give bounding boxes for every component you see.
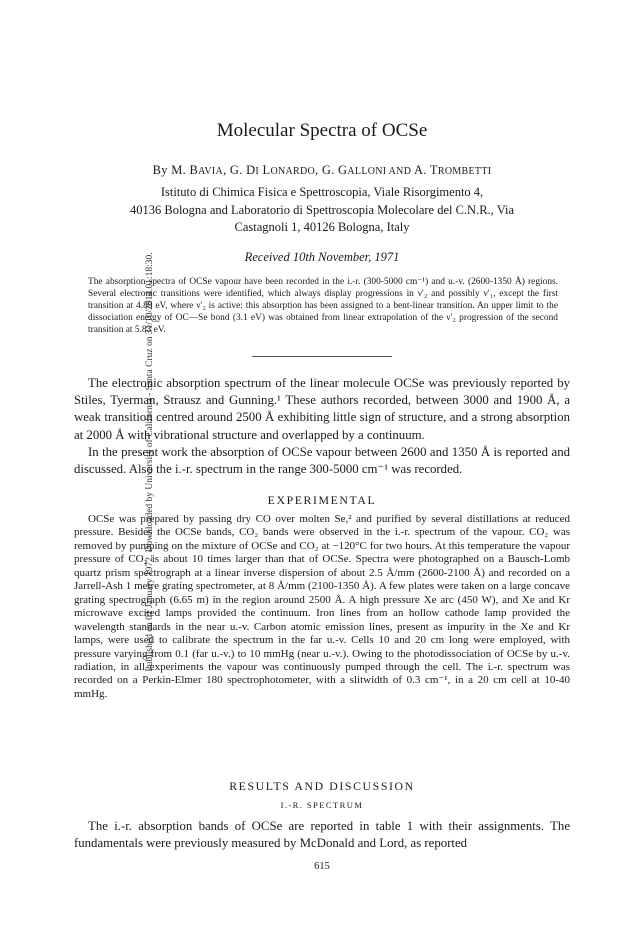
author-by: By: [152, 163, 168, 177]
author-2-rest: I: [255, 166, 260, 177]
author-3: [315, 163, 411, 177]
experimental-section: [74, 513, 570, 701]
author-2-rest2: ONARDO: [270, 166, 316, 177]
section-divider: [252, 356, 392, 357]
author-2-initial: , G. D: [223, 163, 256, 177]
affiliation-line: Istituto di Chimica Fisica e Spettroscopia, Viale Risorgimento 4,: [160, 185, 484, 199]
author-4-rest: ROMBETTI: [437, 166, 492, 177]
author-3-initial: , G. G: [315, 163, 348, 177]
affiliation-line: Castagnoli 1, 40126 Bologna, Italy: [234, 220, 410, 234]
intro-paragraph: In the present work the absorption of OCSe vapour between 2600 and 1350 Å is reported and discussed. Also the i.-r. spectrum in the range 300-5000 cm⁻¹ was recorded.: [74, 444, 570, 477]
author-3-rest: ALLONI AND: [347, 166, 412, 177]
affiliation-line: 40136 Bologna and Laboratorio di Spettroscopia Molecolare del C.N.R., Via: [129, 202, 514, 217]
abstract: The absorption spectra of OCSe vapour have been recorded in the i.-r. (300-5000 cm⁻¹) and u.-v. (2600-1350 Å) regions. Several electronic transitions were identified, which always display progressions in ν′₂ and possibly ν′₁, except the first transition at 4.89 eV, where ν′₂ is active: this absorption has been assigned to a bent-linear transition. An upper limit to the dissociation energy of OC—Se bond (3.1 eV) was obtained from linear extrapolation of the ν′₂ progression of the second transition at 5.83 eV.: [88, 277, 558, 335]
experimental-heading: EXPERIMENTAL: [267, 493, 377, 507]
author-4: [411, 163, 491, 177]
author-line: [74, 163, 570, 178]
results-paragraph: The i.-r. absorption bands of OCSe are reported in table 1 with their assignments. The fundamentals were previously measured by McDonald and Lord, as reported: [74, 819, 570, 851]
paper-title: Molecular Spectra of OCSe: [216, 120, 428, 141]
author-4-initial: A. T: [411, 163, 438, 177]
results-section: [74, 818, 570, 852]
download-note: Published on 01 January 1972. Downloaded by University of California - Santa Cruz on 31/10/2014 01:18:30.: [145, 252, 155, 672]
author-1: [171, 163, 223, 177]
introduction: [74, 375, 570, 478]
author-1-initial: M. B: [171, 163, 199, 177]
author-2: [223, 163, 315, 177]
experimental-paragraph: OCSe was prepared by passing dry CO over molten Se,² and purified by several distillations at reduced pressure. Besides the OCSe bands, CO₂ bands were observed in the i.-r. spectrum of the vapour. CO₂ was removed by pumping on the mixture of OCSe and CO₂ at −120°C for two hours. At this temperature the vapour pressure of CO₂ is about 10 times larger than that of OCSe. Spectra were photographed on a Bausch-Lomb quartz prism spectrograph at a linear inverse dispersion of about 2.5 Å/mm (2600-2100 Å) and recorded on a Jarrell-Ash 1 metre grating spectrometer, at 8 Å/mm (2100-1350 Å). A few plates were taken on a large concave grating spectrograph (6.65 m) in the region around 2500 Å. A high pressure Xe arc (450 W), and Xe and Kr microwave excited lamps provided the continuum. Iron lines from an hollow cathode lamp provided the wavelength standards in the near u.-v. Carbon atomic emission lines, present as impurity in the Xe and Kr lamps, were used to calibrate the spectrum in the far u.-v. Cells 10 and 20 cm long were employed, with pressure varying from 0.1 (far u.-v.) to 10 mmHg (near u.-v.). Owing to the photodissociation of OCSe by u.-v. radiation, in all experiments the vapour was continuously pumped through the cell. The i.-r. spectrum was recorded on a Perkin-Elmer 180 spectrophotometer, with a slitwidth of 0.3 cm⁻¹, in a 20 cm cell at 10-40 mmHg.: [74, 513, 570, 700]
ir-spectrum-heading: I.-R. SPECTRUM: [280, 800, 364, 810]
page-number: 615: [314, 861, 330, 872]
results-heading: RESULTS AND DISCUSSION: [229, 779, 415, 793]
received-date: Received 10th November, 1971: [244, 250, 400, 264]
author-1-rest: AVIA: [198, 166, 224, 177]
author-2-initial2: L: [259, 163, 271, 177]
intro-paragraph: The electronic absorption spectrum of the linear molecule OCSe was previously reported by Stiles, Tyerman, Strausz and Gunning.¹ These authors recorded, between 3000 and 1900 Å, a weak transition centred around 2500 Å exhibiting little sign of structure, and a strong absorption at 2000 Å with vibrational structure and overlapped by a continuum.: [74, 376, 570, 442]
affiliation: [74, 184, 570, 237]
